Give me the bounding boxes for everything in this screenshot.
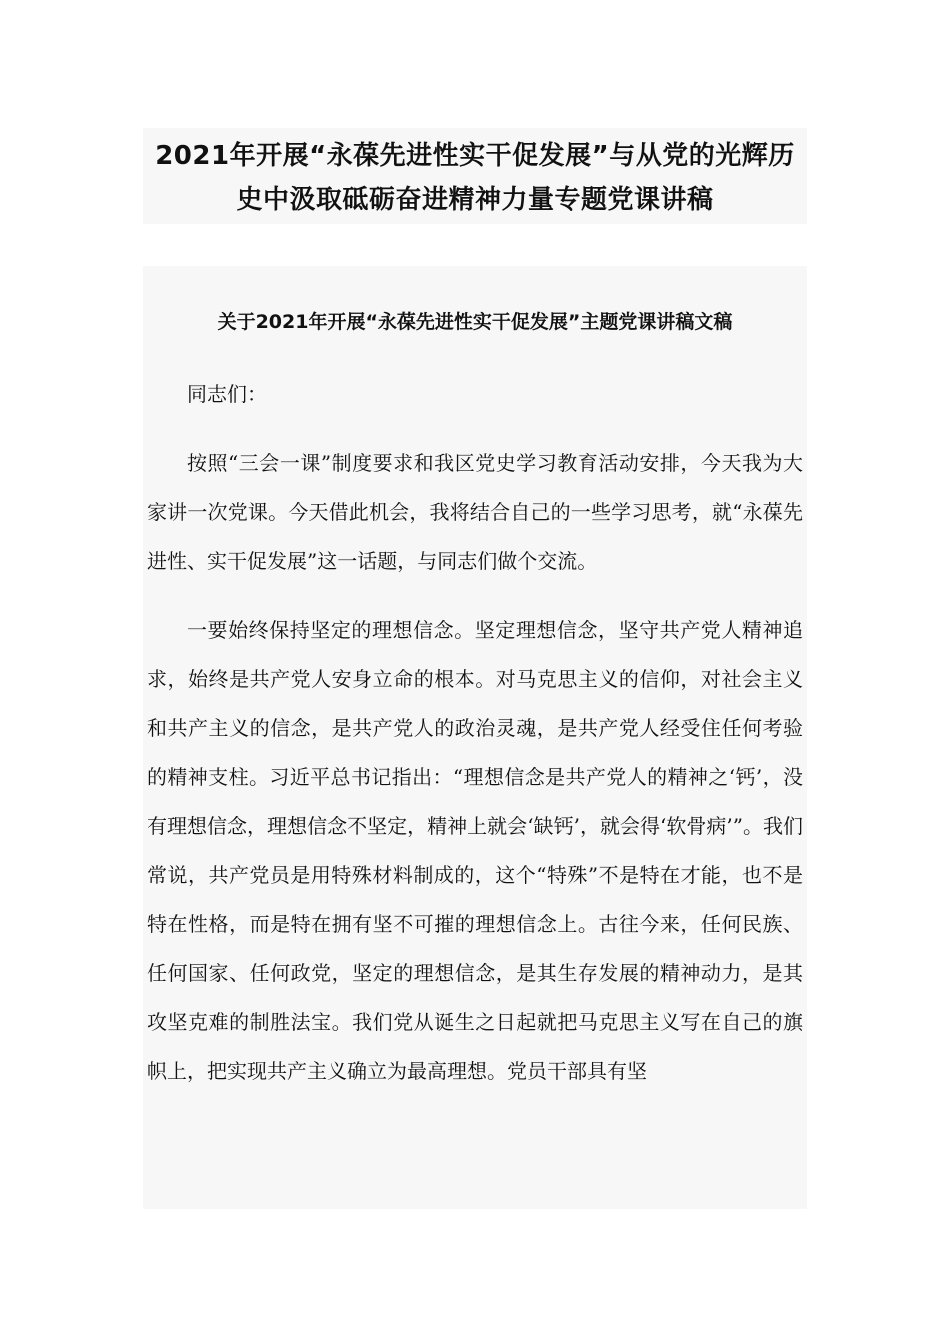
title-block (143, 128, 807, 224)
document-subtitle: 关于2021年开展“永葆先进性实干促发展”主题党课讲稿文稿 (217, 311, 733, 333)
greeting: 同志们： (187, 382, 267, 406)
paragraph-intro: 按照“三会一课”制度要求和我区党史学习教育活动安排，今天我为大家讲一次党课。今天借此机会，我将结合自己的一些学习思考，就“永葆先进性、实干促发展”这一话题，与同志们做个交流。 (147, 451, 803, 573)
document-body (143, 266, 807, 1209)
document-title: 2021年开展“永葆先进性实干促发展”与从党的光辉历史中汲取砥砺奋进精神力量专题党课讲稿 (155, 141, 795, 215)
paragraph-ideals: 一要始终保持坚定的理想信念。坚定理想信念，坚守共产党人精神追求，始终是共产党人安身立命的根本。对马克思主义的信仰，对社会主义和共产主义的信念，是共产党人的政治灵魂，是共产党人经受住任何考验的精神支柱。习近平总书记指出：“理想信念是共产党人的精神之‘钙’，没有理想信念，理想信念不坚定，精神上就会‘缺钙’，就会得‘软骨病’”。我们常说，共产党员是用特殊材料制成的，这个“特殊”不是特在才能，也不是特在性格，而是特在拥有坚不可摧的理想信念上。古往今来，任何民族、任何国家、任何政党，坚定的理想信念，是其生存发展的精神动力，是其攻坚克难的制胜法宝。我们党从诞生之日起就把马克思主义写在自己的旗帜上，把实现共产主义确立为最高理想。党员干部具有坚 (147, 618, 803, 1083)
